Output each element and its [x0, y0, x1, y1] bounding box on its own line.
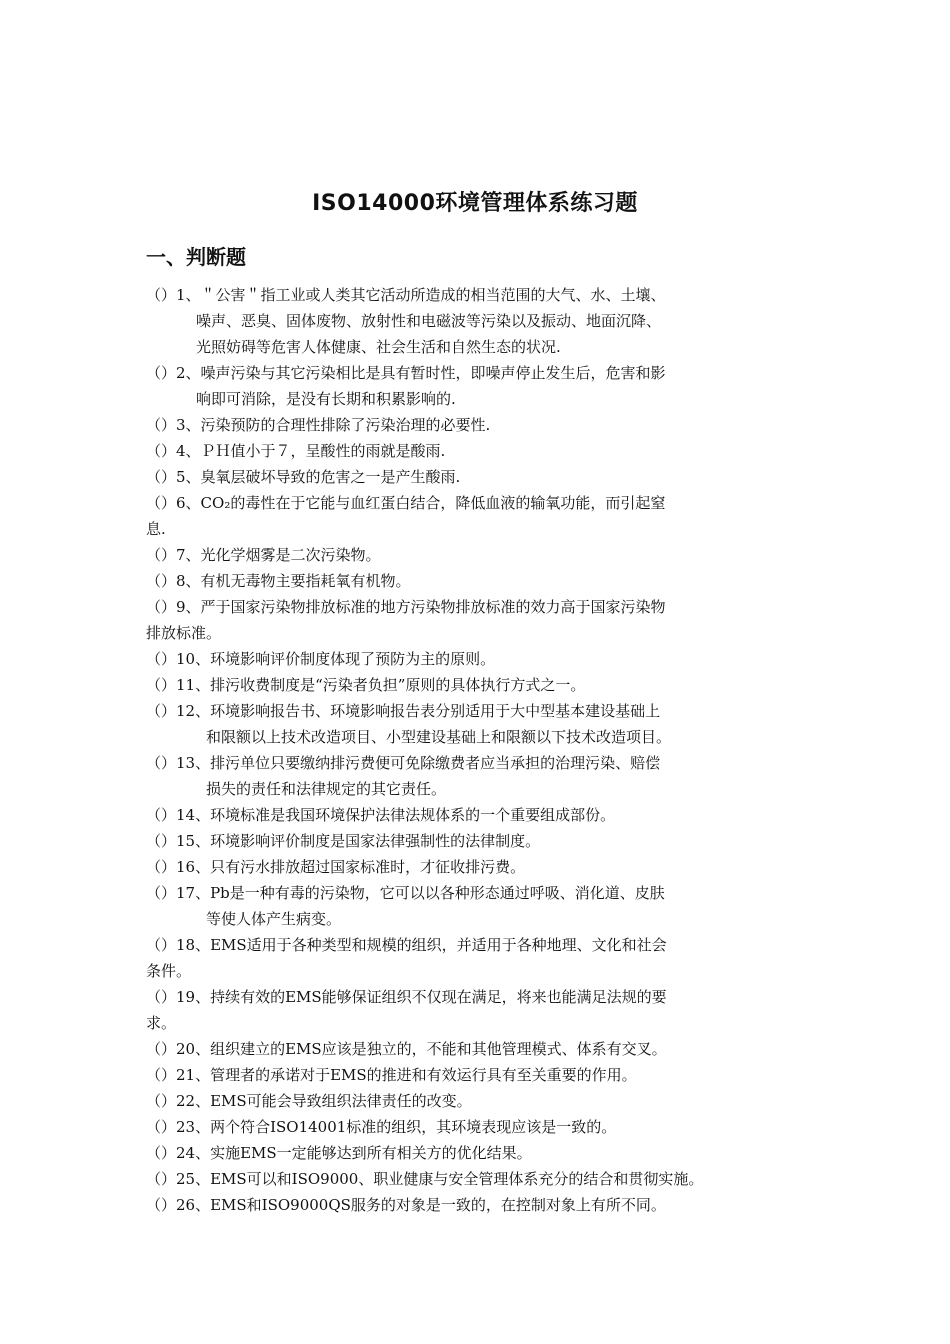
question-item: [146, 828, 816, 854]
question-text: （）6、CO₂的毒性在于它能与血红蛋白结合，降低血液的输氧功能，而引起窒: [146, 494, 666, 512]
question-text: （）8、有机无毒物主要指耗氧有机物。: [146, 572, 411, 590]
question-text: （）1、＂公害＂指工业或人类其它活动所造成的相当范围的大气、水、土壤、: [146, 286, 666, 304]
question-item: [146, 698, 816, 750]
question-text: （）3、污染预防的合理性排除了污染治理的必要性.: [146, 416, 491, 434]
question-text: （）26、EMS和ISO9000QS服务的对象是一致的，在控制对象上有所不同。: [146, 1196, 666, 1214]
question-item: [146, 1062, 816, 1088]
question-text: （）25、EMS可以和ISO9000、职业健康与安全管理体系充分的结合和贯彻实施。: [146, 1170, 704, 1188]
question-item: [146, 802, 816, 828]
question-text: （）14、环境标准是我国环境保护法律法规体系的一个重要组成部份。: [146, 806, 616, 824]
question-text: （）16、只有污水排放超过国家标准时，才征收排污费。: [146, 858, 526, 876]
question-item: [146, 542, 816, 568]
question-text: （）22、EMS可能会导致组织法律责任的改变。: [146, 1092, 472, 1110]
question-item: [146, 438, 816, 464]
question-text-continuation: 等使人体产生病变。: [206, 910, 342, 928]
question-text-continuation: 求。: [146, 1014, 177, 1032]
question-text: （）21、管理者的承诺对于EMS的推进和有效运行具有至关重要的作用。: [146, 1066, 637, 1084]
question-text-continuation: 排放标准。: [146, 624, 222, 642]
question-text: （）5、臭氧层破坏导致的危害之一是产生酸雨.: [146, 468, 461, 486]
question-item: [146, 1192, 816, 1218]
question-item: [146, 1114, 816, 1140]
question-text: （）15、环境影响评价制度是国家法律强制性的法律制度。: [146, 832, 541, 850]
question-item: [146, 490, 816, 542]
question-item: [146, 1036, 816, 1062]
question-item: [146, 932, 816, 984]
section-heading: 一、判断题: [146, 245, 246, 269]
question-item: [146, 464, 816, 490]
question-text: （）13、排污单位只要缴纳排污费便可免除缴费者应当承担的治理污染、赔偿: [146, 754, 661, 772]
question-text: （）2、噪声污染与其它污染相比是具有暂时性，即噪声停止发生后，危害和影: [146, 364, 666, 382]
question-list: [146, 282, 816, 1218]
question-text: （）17、Pb是一种有毒的污染物，它可以以各种形态通过呼吸、消化道、皮肤: [146, 884, 665, 902]
question-item: [146, 568, 816, 594]
question-text-continuation: 条件。: [146, 962, 192, 980]
question-text-continuation: 噪声、恶臭、固体废物、放射性和电磁波等污染以及振动、地面沉降、: [196, 312, 662, 330]
question-text: （）12、环境影响报告书、环境影响报告表分别适用于大中型基本建设基础上: [146, 702, 661, 720]
question-text: （）9、严于国家污染物排放标准的地方污染物排放标准的效力高于国家污染物: [146, 598, 666, 616]
question-text: （）24、实施EMS一定能够达到所有相关方的优化结果。: [146, 1144, 532, 1162]
question-item: [146, 750, 816, 802]
question-item: [146, 1166, 816, 1192]
question-item: [146, 1140, 816, 1166]
question-text: （）18、EMS适用于各种类型和规模的组织，并适用于各种地理、文化和社会: [146, 936, 667, 954]
question-item: [146, 282, 816, 360]
question-item: [146, 854, 816, 880]
question-item: [146, 984, 816, 1036]
question-text: （）11、排污收费制度是“污染者负担”原则的具体执行方式之一。: [146, 676, 586, 694]
page-title: ISO14000环境管理体系练习题: [312, 191, 638, 216]
question-text: （）10、环境影响评价制度体现了预防为主的原则。: [146, 650, 496, 668]
question-text-continuation: 响即可消除，是没有长期和积累影响的.: [196, 390, 456, 408]
question-item: [146, 672, 816, 698]
question-text-continuation: 光照妨碍等危害人体健康、社会生活和自然生态的状况.: [196, 338, 561, 356]
question-text-continuation: 息.: [146, 520, 166, 538]
question-item: [146, 1088, 816, 1114]
question-text-continuation: 和限额以上技术改造项目、小型建设基础上和限额以下技术改造项目。: [206, 728, 672, 746]
question-text: （）19、持续有效的EMS能够保证组织不仅现在满足，将来也能满足法规的要: [146, 988, 667, 1006]
question-item: [146, 880, 816, 932]
question-text-continuation: 损失的责任和法律规定的其它责任。: [206, 780, 447, 798]
question-text: （）23、两个符合ISO14001标准的组织，其环境表现应该是一致的。: [146, 1118, 617, 1136]
question-item: [146, 646, 816, 672]
question-item: [146, 360, 816, 412]
question-text: （）4、ＰＨ值小于７，呈酸性的雨就是酸雨.: [146, 442, 446, 460]
question-text: （）20、组织建立的EMS应该是独立的，不能和其他管理模式、体系有交叉。: [146, 1040, 667, 1058]
question-item: [146, 594, 816, 646]
question-text: （）7、光化学烟雾是二次污染物。: [146, 546, 381, 564]
question-item: [146, 412, 816, 438]
